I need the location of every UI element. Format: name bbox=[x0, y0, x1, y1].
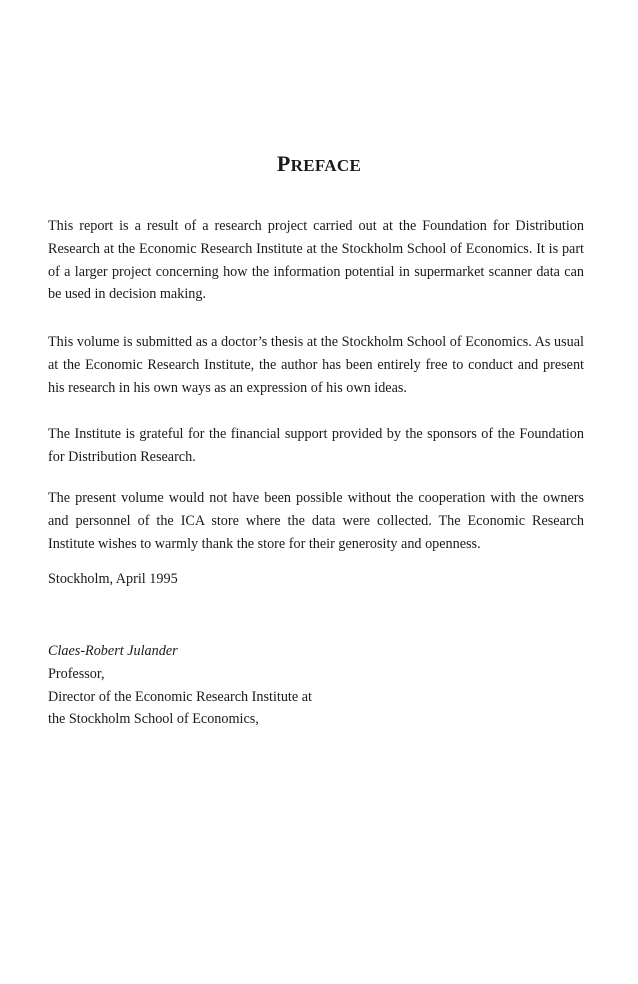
page-title bbox=[0, 151, 638, 177]
signatory-position-line-1: Director of the Economic Research Institute at bbox=[48, 688, 312, 705]
title-initial: P bbox=[276, 150, 291, 176]
place-date: Stockholm, April 1995 bbox=[48, 571, 178, 587]
paragraph-acknowledgement: The present volume would not have been possible without the cooperation with the owners and personnel of the ICA store where the data were collected. The Economic Research Institute wishes to warmly thank the store for their generosity and openness. bbox=[48, 490, 584, 552]
paragraph-thesis: This volume is submitted as a doctor’s thesis at the Stockholm School of Economics. As usual at the Economic Research Institute, the author has been entirely free to conduct and present his research in his own ways as an expression of his own ideas. bbox=[48, 334, 584, 396]
paragraph-sponsors: The Institute is grateful for the financial support provided by the sponsors of the Foundation for Distribution Research. bbox=[48, 426, 584, 465]
signatory-position-line-2: the Stockholm School of Economics, bbox=[48, 711, 259, 728]
title-rest: REFACE bbox=[290, 155, 362, 175]
paragraph-purpose: This report is a result of a research project carried out at the Foundation for Distribution Research at the Economic Research Institute at the Stockholm School of Economics. It is part of a larger project concerning how the information potential in supermarket scanner data can be used in decision making. bbox=[48, 218, 584, 303]
signatory-name: Claes-Robert Julander bbox=[48, 643, 178, 659]
signatory-title: Professor, bbox=[48, 665, 105, 682]
signature-block bbox=[48, 640, 584, 731]
